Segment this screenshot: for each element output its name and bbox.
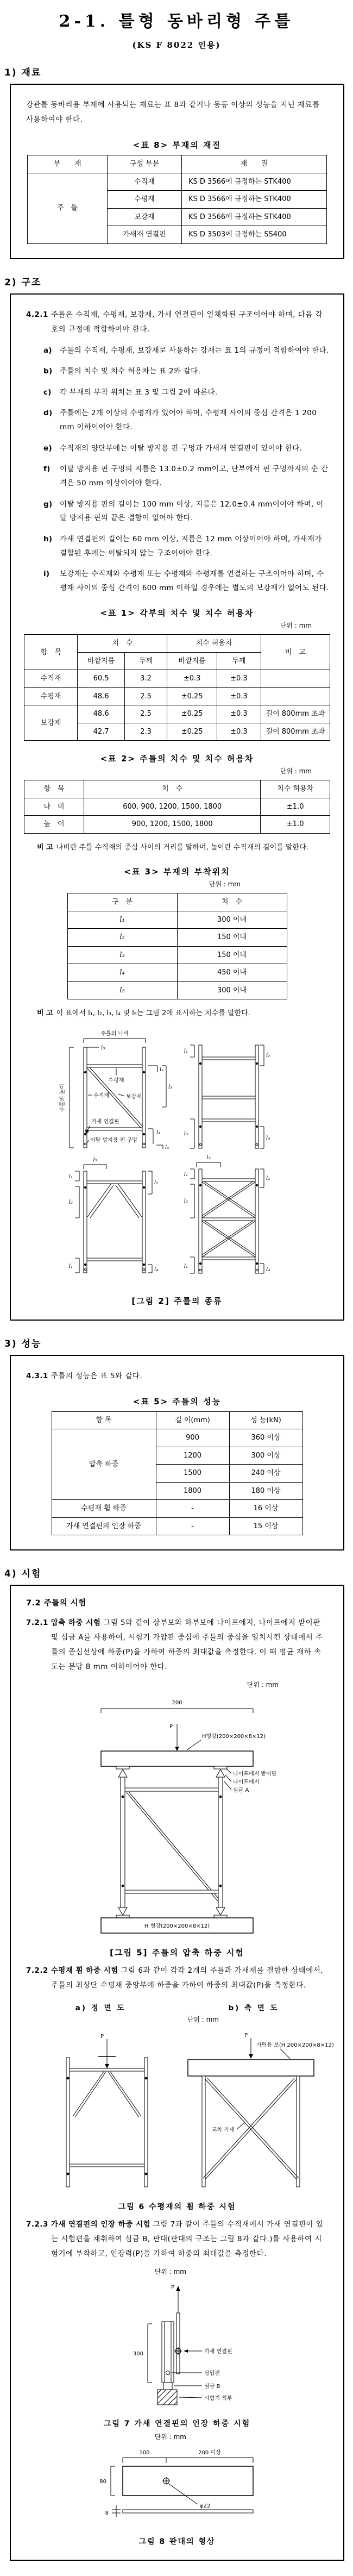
figure-7 <box>24 2281 330 2411</box>
cell: ±0.3 <box>217 670 261 688</box>
table-row <box>67 929 287 947</box>
fig2-l2-label-c: l₂ <box>154 1179 159 1186</box>
cell: 수평재 <box>24 687 78 705</box>
cell: 가새 연결핀의 인장 하중 <box>52 1517 156 1535</box>
figure-7-caption: 그림 7 가새 연결핀의 인장 하중 시험 <box>103 2419 251 2429</box>
section-4-box <box>10 1585 344 2561</box>
fig2-l1-label-f: l₁ <box>184 1171 188 1178</box>
fig5-plate-label: 나이프에지 받이판 <box>233 1771 277 1778</box>
table-row <box>67 893 287 911</box>
section-2-box <box>10 293 344 1321</box>
cell: 150 이내 <box>177 929 287 947</box>
unit-label: 단위 : mm <box>187 2016 219 2024</box>
cell: ±0.3 <box>217 723 261 741</box>
item-text: 주틀의 치수 및 치수 허용차는 표 2와 같다. <box>60 367 201 376</box>
cell <box>261 670 330 688</box>
fig2-l5-label-c: l₅ <box>206 1154 211 1161</box>
cell: 1200 <box>156 1447 229 1465</box>
cell: 16 이상 <box>229 1500 302 1518</box>
header-cell: 바깥지름 <box>78 652 124 670</box>
fig8-dim8-label: 8 <box>105 2510 109 2517</box>
header-cell: 길 이(mm) <box>156 1411 229 1429</box>
structure-items <box>24 344 330 596</box>
section-1-heading: 1) 재료 <box>4 67 42 78</box>
table-row <box>24 705 330 723</box>
cell: 300 이내 <box>177 981 287 999</box>
fig2-brace-label: 보강재 <box>126 1093 142 1100</box>
fig6-beam-label: 가력용 보(H 200×200×8×12) <box>256 2042 334 2049</box>
fig2-l1-label-b: l₁ <box>156 1129 161 1136</box>
list-item <box>24 386 330 400</box>
cell: l₂ <box>67 929 177 947</box>
table2-title: <표 2> 주틀의 치수 및 치수 허용차 <box>100 754 254 764</box>
cell: 수평재 <box>108 191 182 209</box>
cell <box>261 687 330 705</box>
table-row <box>67 964 287 982</box>
table-row <box>52 1500 302 1518</box>
cell: ±0.3 <box>217 705 261 723</box>
cell: 600, 900, 1200, 1500, 1800 <box>84 798 261 816</box>
table-row <box>24 635 330 653</box>
fig5-dim200-label: 200 <box>172 1700 182 1706</box>
clause-number: 7.2.2 <box>26 1966 48 1975</box>
table-row <box>52 1429 302 1447</box>
fig7-dim300-label: 300 <box>133 2351 143 2358</box>
item-label: e) <box>43 443 52 453</box>
figure-2-caption: [그림 2] 주틀의 종류 <box>131 1296 223 1306</box>
list-item <box>24 407 330 434</box>
table-row <box>24 780 330 798</box>
header-cell: 부 재 <box>28 155 108 173</box>
fig2-l3-label-b: l₃ <box>68 1199 73 1205</box>
note-label: 비 고 <box>37 843 53 852</box>
figure-5 <box>24 1695 330 1940</box>
fig2-width-label: 주틀의 나비 <box>100 1030 129 1037</box>
material-intro: 강관틀 동바리용 부재에 사용되는 재료는 표 8과 같거나 동등 이상의 성능을 지닌 재료를 사용하여야 한다. <box>26 101 320 124</box>
clause-title: 압축 하중 시험 <box>51 1618 101 1628</box>
list-item <box>24 533 330 560</box>
note-label: 비 고 <box>37 1009 53 1018</box>
list-item <box>24 442 330 456</box>
cell: KS D 3566에 규정하는 STK400 <box>182 173 327 191</box>
cell: ±1.0 <box>261 798 330 816</box>
clause-text: 그림 5와 같이 상부보와 하부보에 나이프에지, 나이프에지 받이판 및 심금 A를 사용하여, 시험기 가압판 중심에 주틀의 중심을 일치시킨 상태에서 주틀의 중심선상에 하중(P)을 가하여 하중의 최대값을 측정한다. 이 때 평균 재하 속도는 분당 8 mm 이하이어야 한다. <box>51 1618 323 1672</box>
table-1 <box>24 634 330 741</box>
item-text: 보강재는 수직재와 수평재 또는 수평재와 수평재를 연결하는 구조이어야 하며, 수평재 사이의 중심 간격이 600 mm 이하일 경우에는 별도의 보강재가 없어도 된다. <box>60 570 329 592</box>
cell: 360 이상 <box>229 1429 302 1447</box>
clause-number: 7.2.3 <box>26 2220 48 2229</box>
cell: l₄ <box>67 964 177 982</box>
cell: 450 이내 <box>177 964 287 982</box>
fig5-drawing-group <box>101 1700 277 1933</box>
fig2-l4-label-a: l₄ <box>165 1144 169 1151</box>
cell: 수직재 <box>24 670 78 688</box>
header-cell: 두께 <box>124 652 167 670</box>
cell: 길이 800mm 초과 <box>261 705 330 723</box>
fig2-frame-c <box>69 1157 158 1273</box>
fig2-l2-label-a: l₂ <box>160 1066 164 1073</box>
cell: 300 이상 <box>229 1447 302 1465</box>
fig8-dim200-label: 200 이상 <box>198 2450 221 2456</box>
cell: 보강재 <box>24 705 78 741</box>
table-2 <box>24 780 330 834</box>
clause-text: 주틀은 수직재, 수평재, 보강재, 가새 연결핀이 일체화된 구조이어야 하며, 다음 각 호의 규정에 적합하여야 한다. <box>51 310 323 334</box>
fig2-l4-label-d: l₄ <box>266 1266 270 1273</box>
table-row <box>28 173 327 191</box>
figure-2-drawing <box>36 1026 318 1286</box>
fig7-drawing-group <box>133 2285 232 2405</box>
list-item <box>24 498 330 526</box>
cell: 42.7 <box>78 723 124 741</box>
cell: 수직재 <box>108 173 182 191</box>
table-row <box>52 1411 302 1429</box>
cell: KS D 3566에 규정하는 STK400 <box>182 208 327 226</box>
cell: ±0.25 <box>167 705 217 723</box>
clause-text: 주틀의 성능은 표 5와 같다. <box>51 1371 143 1380</box>
fig7-core-label: 심금 B <box>204 2384 220 2390</box>
clause-723 <box>26 2217 328 2261</box>
item-text: 이탈 방지용 핀 구멍의 지름은 13.0±0.2 mm이고, 단부에서 핀 구멍까지의 순 간격은 50 mm 이상이어야 한다. <box>60 465 329 487</box>
fig2-frame-a <box>59 1030 172 1151</box>
item-text: 수직재의 양단부에는 이탈 방지용 핀 구멍과 가새재 연결핀이 있어야 한다. <box>60 443 302 453</box>
section-3-box <box>10 1355 344 1551</box>
item-label: h) <box>43 534 53 543</box>
cell: 높 이 <box>24 816 84 834</box>
fig5-beam-bottom-label: H 형강(200×200×8×12) <box>144 1923 210 1930</box>
fig5-knife-label: 나이프에지 <box>233 1779 260 1786</box>
list-item <box>24 567 330 595</box>
header-cell: 재 질 <box>182 155 327 173</box>
cell: 압축 하중 <box>52 1429 156 1500</box>
table-8 <box>27 155 327 244</box>
table-row <box>24 816 330 834</box>
table-row <box>24 798 330 816</box>
cell: 900 <box>156 1429 229 1447</box>
item-text: 이탈 방지용 핀의 길이는 100 mm 이상, 지름은 12.0±0.4 mm이어야 하며, 이탈 방지용 핀의 끝은 결함이 없어야 한다. <box>60 499 324 523</box>
cell: ±1.0 <box>261 816 330 834</box>
figure-2 <box>24 1026 330 1289</box>
clause-text: 그림 6과 같이 각각 2개의 주틀과 가새재를 결합한 상태에서, 주틀의 최상단 수평재 중앙부에 하중을 가하여 하중의 최대값(P)을 측정한다. <box>51 1966 324 1990</box>
list-item <box>24 344 330 358</box>
fig2-l4-label-b: l₄ <box>266 1135 270 1141</box>
fig2-l1-label-a: l₁ <box>168 1084 173 1090</box>
section-3-heading: 3) 성능 <box>4 1338 42 1349</box>
list-item <box>24 365 330 379</box>
item-label: d) <box>43 409 53 418</box>
fig6-p-label-a: P <box>100 2034 104 2040</box>
fig6-front-view <box>66 2034 148 2187</box>
item-label: i) <box>43 570 50 579</box>
cell: 1800 <box>156 1482 229 1500</box>
cell: 3.2 <box>124 670 167 688</box>
item-label: a) <box>43 346 52 355</box>
fig2-frame-b <box>184 1045 270 1148</box>
cell: l₁ <box>67 911 177 929</box>
fig2-l1-label-d: l₁ <box>68 1173 73 1180</box>
cell: 240 이상 <box>229 1465 302 1483</box>
item-text: 주틀의 수직재, 수평재, 보강재로 사용하는 강재는 표 1의 규정에 적합하여야 한다. <box>60 346 329 355</box>
clause-number: 7.2.1 <box>26 1618 48 1628</box>
cell: 48.6 <box>78 687 124 705</box>
clause-722 <box>26 1964 328 1993</box>
header-cell: 바깥지름 <box>167 652 217 670</box>
cell: 1500 <box>156 1465 229 1483</box>
cell: l₅ <box>67 981 177 999</box>
cell: 180 이상 <box>229 1482 302 1500</box>
table-row <box>24 670 330 688</box>
table-5 <box>52 1411 303 1536</box>
header-cell: 항 목 <box>52 1411 156 1429</box>
cell: 주 틀 <box>28 173 108 243</box>
fig5-core-label: 심금 A <box>233 1787 249 1794</box>
fig2-l3-label-c: l₃ <box>184 1198 188 1204</box>
fig7-pin-label: 가새 연결핀 <box>204 2349 232 2355</box>
list-item <box>24 462 330 490</box>
figure-6-caption: 그림 6 수평재의 휨 하중 시험 <box>118 2203 236 2212</box>
unit-label: 단위 : mm <box>154 2433 186 2441</box>
cell: 2.5 <box>124 687 167 705</box>
table-row <box>52 1517 302 1535</box>
fig2-l3-label-a: l₃ <box>184 1130 188 1137</box>
unit-label: 단위 : mm <box>247 1681 279 1689</box>
table-row <box>67 981 287 999</box>
figure-8-drawing <box>52 2447 302 2527</box>
fig6-side-view <box>188 2033 334 2187</box>
view-b-label: b) 측 면 도 <box>228 2004 279 2013</box>
cell: ±0.25 <box>167 723 217 741</box>
clause-text: 그림 7과 같이 주틀의 수직재에서 가새 연결핀이 있는 시험편을 채취하여 심금 B, 판대(판대의 구조는 그림 8과 같다.)를 사용하여 시험기에 부착하고, 인장력(P)을 가하여 하중의 최대값을 측정한다. <box>51 2220 324 2259</box>
cell: 60.5 <box>78 670 124 688</box>
header-cell: 치수 허용차 <box>167 635 261 653</box>
cell: 300 이내 <box>177 911 287 929</box>
figure-8-caption: 그림 8 판대의 형상 <box>138 2537 216 2547</box>
fig2-frame-d <box>184 1155 270 1273</box>
fig5-beam-top-label: H형강(200×200×8×12) <box>202 1734 266 1740</box>
figure-8 <box>24 2447 330 2529</box>
header-cell: 항 목 <box>24 635 78 670</box>
fig2-vertical-label: 수직재 <box>93 1092 109 1099</box>
table-row <box>67 911 287 929</box>
table5-title: <표 5> 주틀의 성능 <box>133 1396 222 1406</box>
fig2-l4-label-c: l₄ <box>154 1266 159 1273</box>
fig2-pin-label: 가새 연결핀 <box>91 1118 119 1125</box>
header-cell: 두께 <box>217 652 261 670</box>
item-label: g) <box>43 499 53 509</box>
header-cell: 치 수 <box>177 893 287 911</box>
page-title: 2-1. 틀형 동바리형 주틀 <box>59 12 294 31</box>
section-4-heading: 4) 시험 <box>4 1568 42 1580</box>
fig8-drawing-group <box>99 2449 253 2517</box>
table2-note <box>37 841 317 854</box>
cell: - <box>156 1500 229 1518</box>
item-label: b) <box>43 367 53 376</box>
fig2-l5-label-b: l₅ <box>93 1156 97 1163</box>
header-cell: 구 분 <box>67 893 177 911</box>
figure-6-drawing <box>25 2029 334 2192</box>
fig6-cross-label: 교차 가새 <box>212 2127 235 2134</box>
cell: l₃ <box>67 946 177 964</box>
cell: 수평재 휨 하중 <box>52 1500 156 1518</box>
header-cell: 성 능(kN) <box>229 1411 302 1429</box>
item-label: c) <box>43 387 52 397</box>
table-row <box>28 155 327 173</box>
item-label: f) <box>43 465 51 474</box>
unit-label: 단위 : mm <box>280 622 312 630</box>
unit-label: 단위 : mm <box>154 2268 186 2276</box>
table3-title: <표 3> 부재의 부착위치 <box>124 867 230 877</box>
fig8-hole-label: φ22 <box>200 2503 211 2510</box>
fig2-l1-label-g: l₁ <box>184 1263 188 1270</box>
clause-title: 가새 연결핀의 인장 하중 시험 <box>51 2220 151 2229</box>
unit-label: 단위 : mm <box>209 880 241 889</box>
note-text: 이 표에서 l₁, l₂, l₃, l₄ 및 l₅는 그림 2에 표시하는 치수를 말한다. <box>56 1009 250 1018</box>
cell: 가새재 연결핀 <box>108 226 182 244</box>
unit-label: 단위 : mm <box>280 767 312 776</box>
header-cell: 항 목 <box>24 780 84 798</box>
fig2-l5-label-a: l₅ <box>101 1045 105 1051</box>
fig2-l1-label-e: l₁ <box>68 1263 73 1270</box>
header-cell: 치 수 <box>78 635 167 653</box>
cell: 2.3 <box>124 723 167 741</box>
fig6-p-label-b: P <box>244 2033 248 2039</box>
clause-title: 수평재 휨 하중 시험 <box>51 1966 118 1975</box>
page-subtitle: (KS F 8022 인용) <box>132 40 221 50</box>
table-row <box>24 687 330 705</box>
cell: 나 비 <box>24 798 84 816</box>
figure-7-drawing <box>41 2281 313 2409</box>
table3-note <box>37 1007 317 1020</box>
cell: KS D 3503에 규정하는 SS400 <box>182 226 327 244</box>
fig7-chuck-label: 시험기 척부 <box>204 2396 232 2402</box>
clause-number: 4.3.1 <box>26 1371 48 1380</box>
figure-5-drawing <box>41 1695 313 1938</box>
figure-6 <box>24 2029 334 2194</box>
header-cell: 비 고 <box>261 635 330 670</box>
header-cell: 치수 허용차 <box>261 780 330 798</box>
cell: KS D 3566에 규정하는 STK400 <box>182 191 327 209</box>
cell: ±0.3 <box>167 670 217 688</box>
item-text: 가새 연결핀의 길이는 60 mm 이상, 지름은 12 mm 이상이어야 하며, 가새재가 결합된 후에는 이탈되지 않는 구조이어야 한다. <box>60 534 322 558</box>
item-text: 주틀에는 2개 이상의 수평재가 있어야 하며, 수평재 사이의 중심 간격은 1 200 mm 이하이어야 한다. <box>60 409 317 432</box>
clause-72-heading: 7.2 주틀의 시험 <box>26 1599 86 1608</box>
clause-number: 4.2.1 <box>26 310 48 319</box>
table1-title: <표 1> 각부의 치수 및 치수 허용차 <box>100 608 254 618</box>
view-a-label: a) 정 면 도 <box>75 2004 126 2013</box>
table-3 <box>67 893 287 999</box>
header-cell: 치 수 <box>84 780 261 798</box>
fig7-p-label: P <box>171 2285 174 2291</box>
figure-5-caption: [그림 5] 주틀의 압축 하중 시험 <box>110 1948 244 1958</box>
fig5-p-label: P <box>169 1724 173 1730</box>
note-text: 나비란 주틀 수직재의 중심 사이의 거리를 말하며, 높이란 수직재의 길이를 말한다. <box>56 843 308 852</box>
fig2-height-label: 주틀의 높이 <box>60 1084 66 1112</box>
fig2-l1-label-c: l₁ <box>184 1048 188 1054</box>
clause-421 <box>26 308 328 337</box>
fig2-l2-label-b: l₂ <box>266 1052 270 1059</box>
item-text: 각 부재의 부착 위치는 표 3 및 그림 2에 따른다. <box>60 387 218 397</box>
fig2-l2-label-d: l₂ <box>266 1175 270 1181</box>
fig8-dim100-label: 100 <box>139 2450 150 2456</box>
clause-721 <box>26 1616 328 1674</box>
cell: 보강재 <box>108 208 182 226</box>
cell: 길이 800mm 초과 <box>261 723 330 741</box>
cell: 900, 1200, 1500, 1800 <box>84 816 261 834</box>
fig2-hole-label: 이탈 방지용 핀 구멍 <box>90 1137 137 1143</box>
cell: - <box>156 1517 229 1535</box>
cell: ±0.3 <box>217 687 261 705</box>
fig2-horizontal-label: 수평재 <box>108 1077 124 1084</box>
figure-6-view-labels <box>24 2002 330 2012</box>
cell: 2.5 <box>124 705 167 723</box>
table8-title: <표 8> 부재의 재질 <box>133 140 222 150</box>
section-2-heading: 2) 구조 <box>4 277 42 288</box>
cell: ±0.25 <box>167 687 217 705</box>
table-row <box>67 946 287 964</box>
section-1-box <box>10 84 344 259</box>
fig8-dim80-label: 80 <box>99 2479 106 2485</box>
cell: 15 이상 <box>229 1517 302 1535</box>
clause-431 <box>26 1369 328 1384</box>
cell: 48.6 <box>78 705 124 723</box>
fig7-insert-pin-label: 삽입핀 <box>204 2371 220 2377</box>
cell: 150 이내 <box>177 946 287 964</box>
header-cell: 구성 부분 <box>108 155 182 173</box>
